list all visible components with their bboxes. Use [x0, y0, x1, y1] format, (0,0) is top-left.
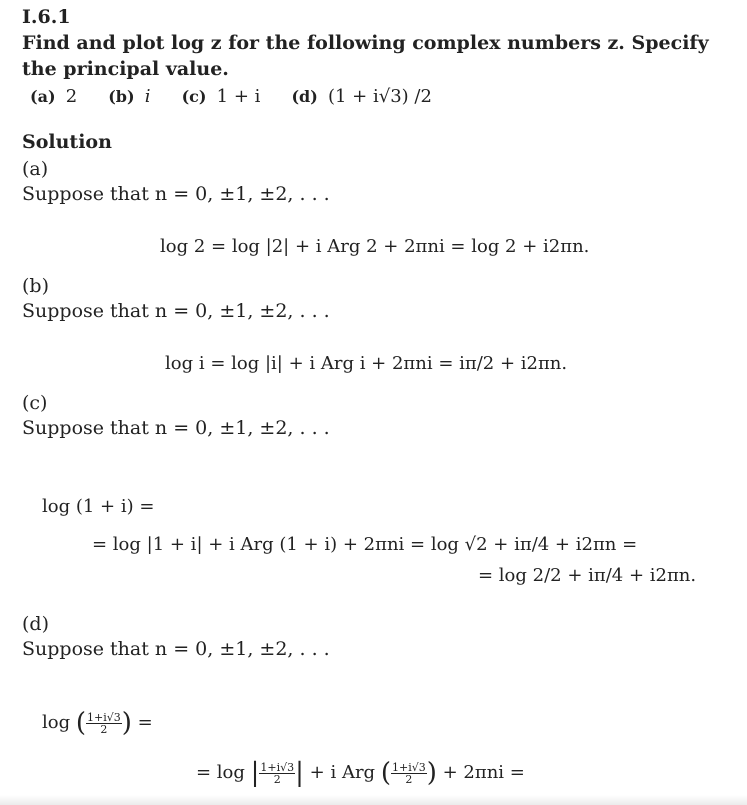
- equation-a: log 2 = log |2| + i Arg 2 + 2πni = log 2 + i2πn.: [160, 236, 590, 257]
- equation-b: log i = log |i| + i Arg i + 2πni = iπ/2 + i2πn.: [165, 353, 568, 374]
- part-b: (b) i: [108, 86, 151, 107]
- problem-parts: [30, 86, 458, 107]
- equation-d-line2: = log | $\frac{1+i√3}{2}$ | + i Arg ( $\frac{1+i√3}{2}$ ) + 2πni =: [196, 758, 525, 788]
- part-d: (d) (1 + i√3) /2: [291, 86, 432, 107]
- problem-statement-line1: Find and plot log z for the following complex numbers z. Specify: [22, 32, 709, 54]
- equation-c-line3: = log 2/2 + iπ/4 + i2πn.: [478, 565, 697, 586]
- fraction: $\frac{1+i√3}{2}$: [87, 710, 121, 736]
- equation-c-line2: = log |1 + i| + i Arg (1 + i) + 2πni = log √2 + iπ/4 + i2πn =: [92, 534, 638, 555]
- suppose-c: Suppose that n = 0, ±1, ±2, . . .: [22, 417, 330, 439]
- fraction: $\frac{1+i√3}{2}$: [260, 760, 295, 786]
- part-b-label: (b): [22, 275, 49, 297]
- part-a: (a) 2: [30, 86, 78, 107]
- equation-d-line1: log ( $\frac{1+i√3}{2}$ ) =: [42, 708, 153, 738]
- problem-number: I.6.1: [22, 6, 71, 28]
- part-c: (c) 1 + i: [181, 86, 261, 107]
- part-d-label: (d): [22, 613, 49, 635]
- problem-statement-line2: the principal value.: [22, 58, 229, 80]
- bottom-shadow: [0, 795, 747, 805]
- part-c-label: (c): [22, 392, 48, 414]
- equation-c-line1: log (1 + i) =: [42, 496, 155, 517]
- fraction: $\frac{1+i√3}{2}$: [391, 760, 426, 786]
- solution-heading: Solution: [22, 131, 112, 153]
- suppose-d: Suppose that n = 0, ±1, ±2, . . .: [22, 638, 330, 660]
- part-a-label: (a): [22, 158, 49, 180]
- suppose-b: Suppose that n = 0, ±1, ±2, . . .: [22, 300, 330, 322]
- suppose-a: Suppose that n = 0, ±1, ±2, . . .: [22, 183, 330, 205]
